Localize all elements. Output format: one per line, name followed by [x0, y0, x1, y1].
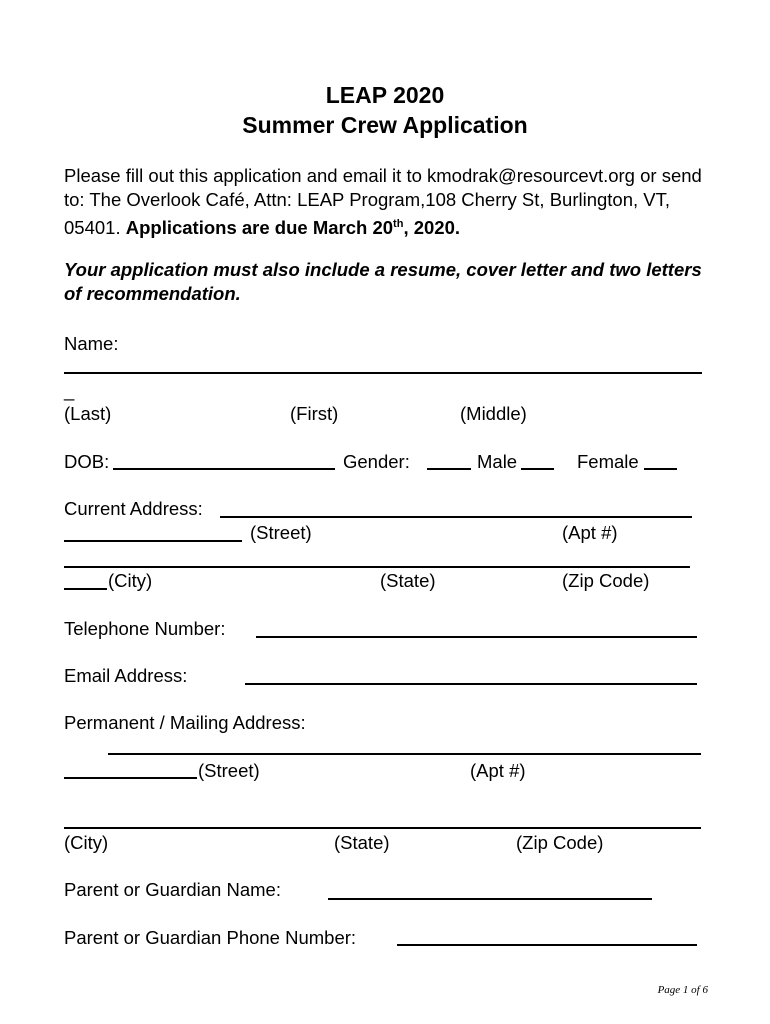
male-option-label: Male	[477, 451, 518, 472]
permanent-city-caption: (City)	[64, 832, 109, 853]
female-option-label: Female	[577, 451, 639, 472]
dob-label: DOB:	[64, 451, 110, 472]
requirements-notice: Your application must also include a resume, cover letter and two letters of recommendation.	[64, 259, 702, 304]
page-number: Page 1 of 6	[657, 984, 708, 996]
permanent-apt-caption: (Apt #)	[470, 760, 526, 781]
due-date-text	[126, 217, 460, 238]
current-address-line-2[interactable]	[64, 566, 690, 568]
current-address-city-line[interactable]	[64, 588, 107, 590]
telephone-field-line[interactable]	[256, 636, 697, 638]
male-checkbox-line[interactable]	[427, 468, 471, 470]
instructions-paragraph	[64, 164, 724, 240]
guardian-name-label: Parent or Guardian Name:	[64, 879, 281, 900]
guardian-phone-label: Parent or Guardian Phone Number:	[64, 927, 357, 948]
permanent-street-caption: (Street)	[198, 760, 260, 781]
permanent-address-line-2[interactable]	[64, 827, 701, 829]
current-zip-caption: (Zip Code)	[562, 570, 650, 591]
page-subtitle: Summer Crew Application	[242, 112, 528, 138]
permanent-state-caption: (State)	[334, 832, 390, 853]
current-address-line-1[interactable]	[220, 516, 692, 518]
email-label: Email Address:	[64, 665, 188, 686]
page-title: LEAP 2020	[325, 82, 445, 108]
current-address-label: Current Address:	[64, 498, 203, 519]
guardian-name-field-line[interactable]	[328, 898, 652, 900]
current-city-caption: (City)	[108, 570, 153, 591]
gender-label: Gender:	[343, 451, 410, 472]
last-name-caption: (Last)	[64, 403, 112, 424]
due-date-main: Applications are due March 20	[125, 217, 394, 239]
middle-name-caption: (Middle)	[460, 403, 527, 424]
name-label: Name:	[64, 333, 119, 354]
email-field-line[interactable]	[245, 683, 697, 685]
female-checkbox-line[interactable]	[644, 468, 677, 470]
guardian-phone-field-line[interactable]	[397, 944, 697, 946]
permanent-address-line-1[interactable]	[108, 753, 701, 755]
instructions-text: Please fill out this application and email it to kmodrak@resourcevt.org or send to: The Overlook Café, Attn: LEAP Program,108 Cherry St, Burlington, VT, 05401.	[64, 165, 702, 239]
permanent-zip-caption: (Zip Code)	[516, 832, 604, 853]
current-address-street-line[interactable]	[64, 540, 242, 542]
permanent-address-label: Permanent / Mailing Address:	[64, 712, 306, 733]
permanent-address-street-line[interactable]	[64, 777, 197, 779]
current-state-caption: (State)	[380, 570, 436, 591]
current-apt-caption: (Apt #)	[562, 522, 618, 543]
male-option-line[interactable]	[521, 468, 554, 470]
due-date-end: , 2020.	[403, 217, 461, 239]
name-line-overflow: _	[64, 380, 75, 401]
current-street-caption: (Street)	[250, 522, 312, 543]
telephone-label: Telephone Number:	[64, 618, 226, 639]
name-field-line[interactable]	[64, 372, 702, 374]
due-date-superscript: th	[393, 218, 404, 230]
dob-field-line[interactable]	[113, 468, 335, 470]
first-name-caption: (First)	[290, 403, 339, 424]
